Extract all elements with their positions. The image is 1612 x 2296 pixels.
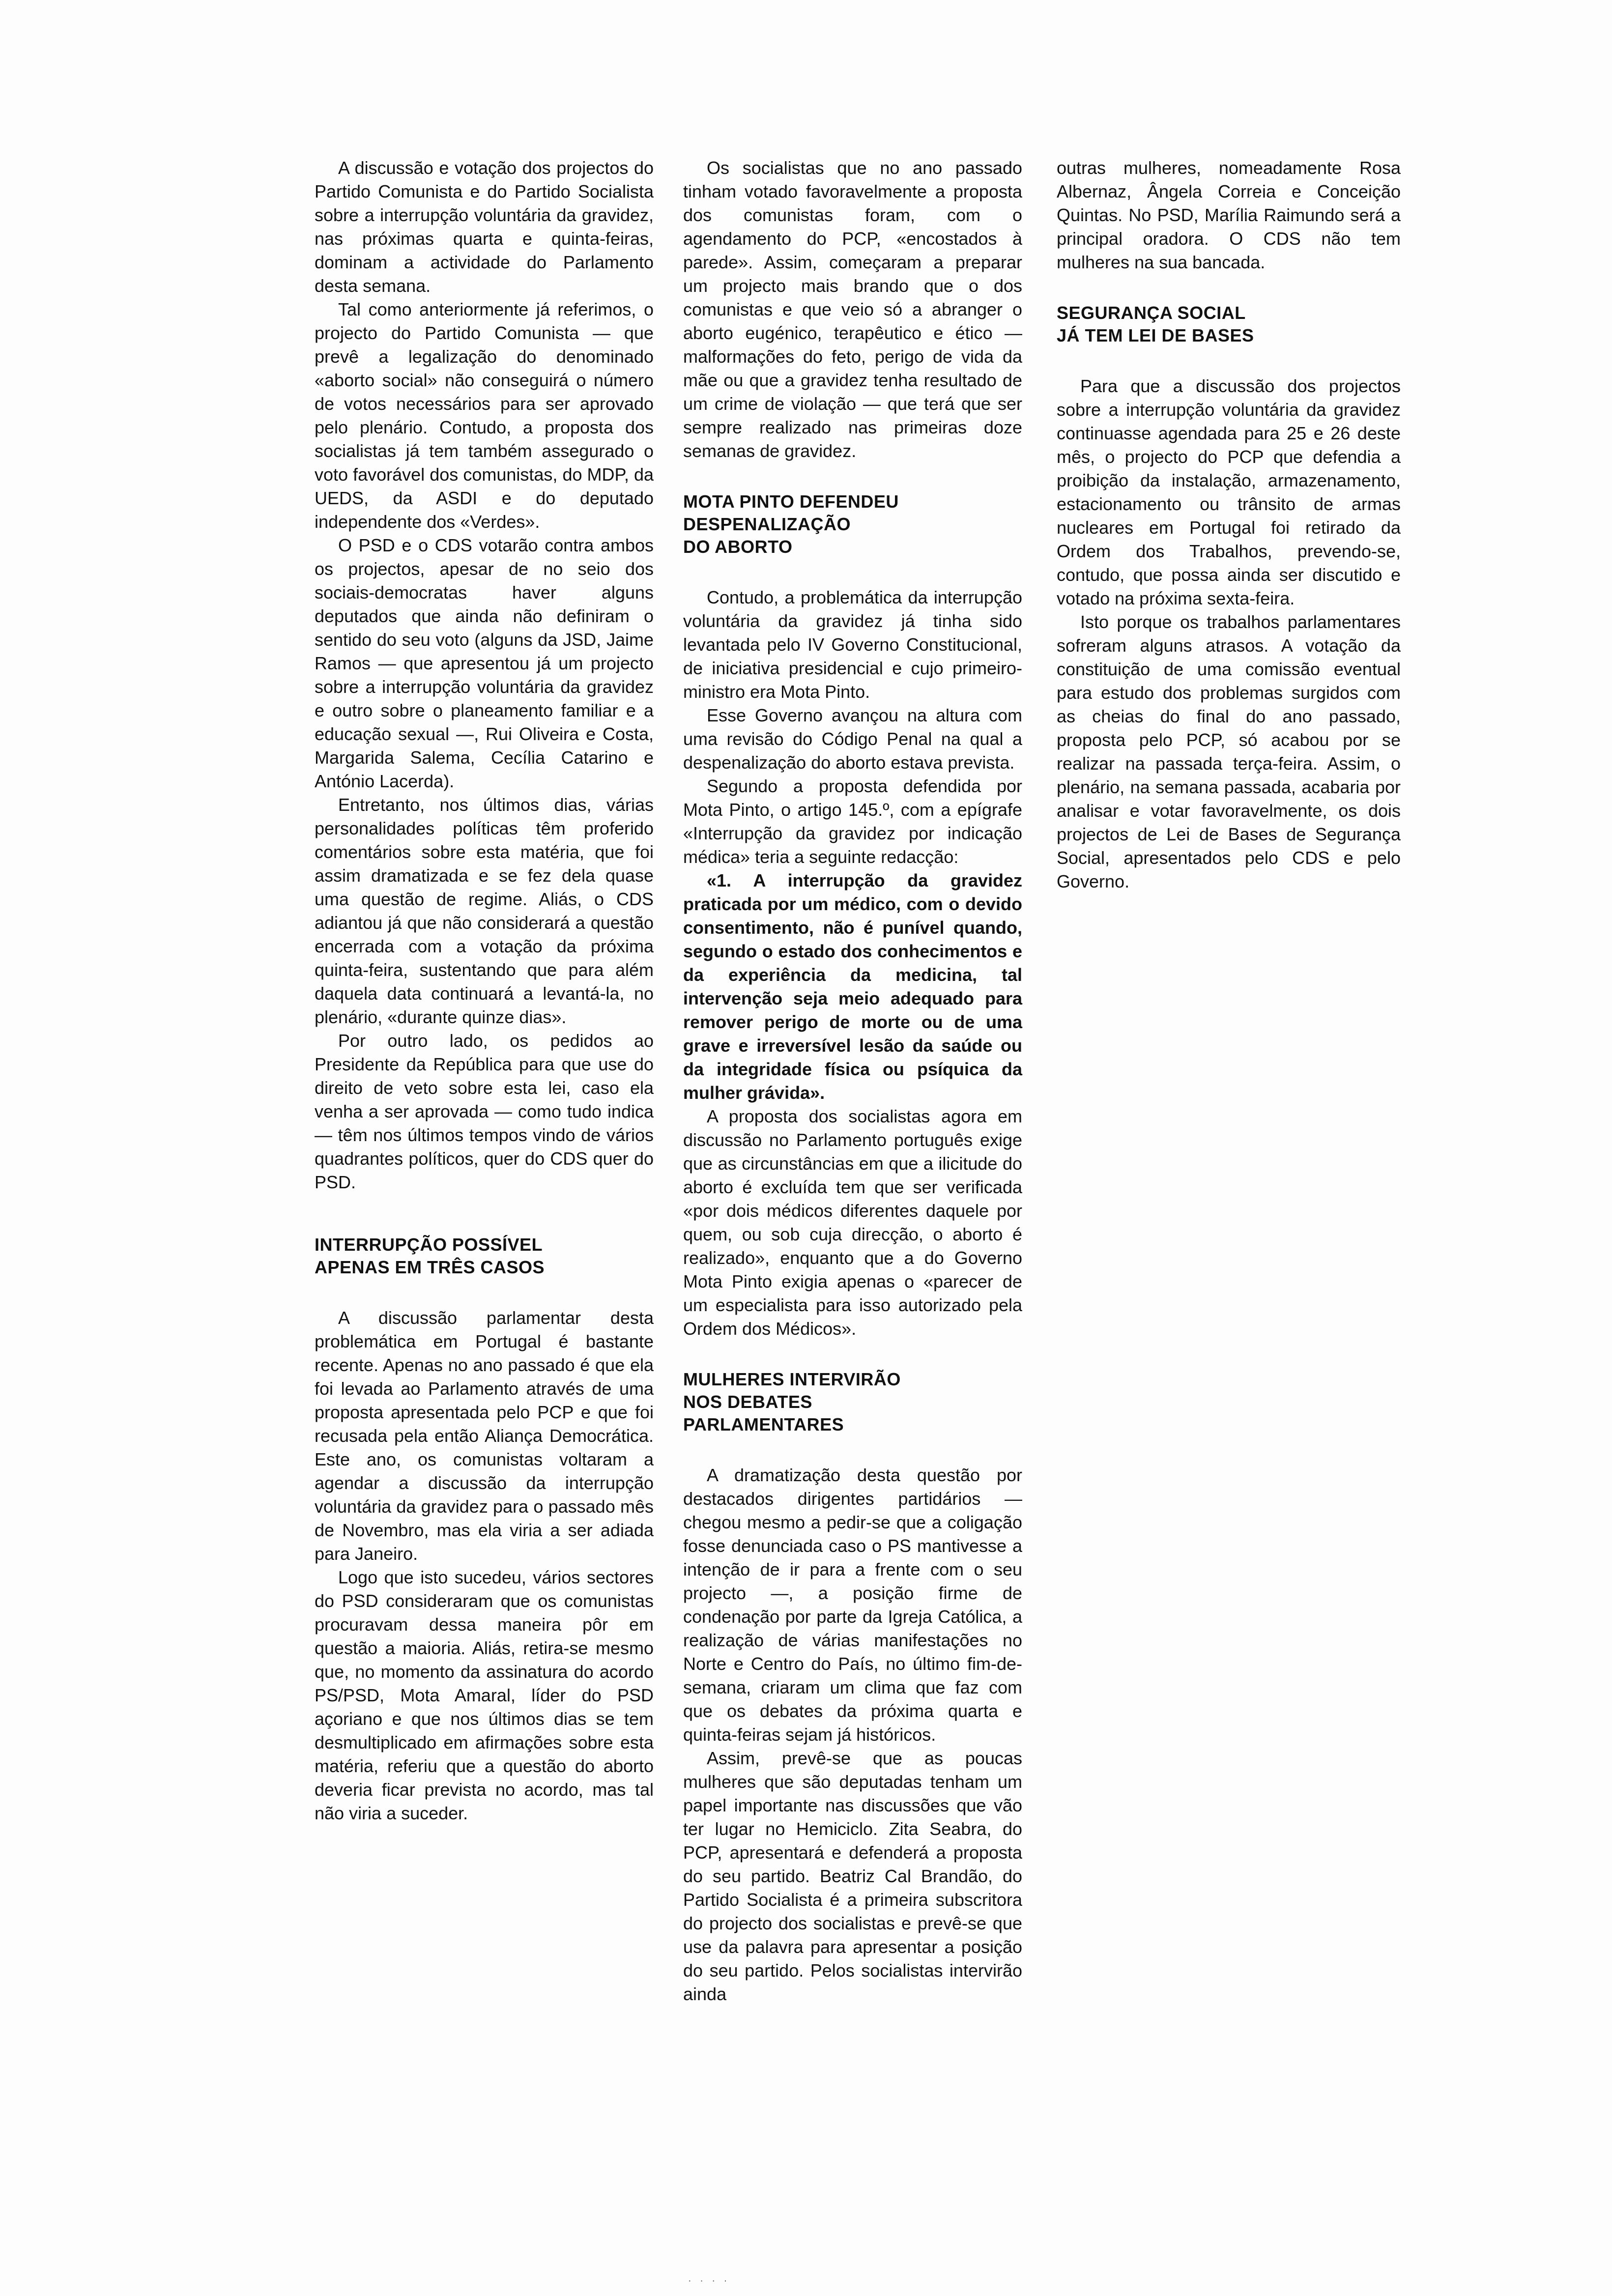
spacer xyxy=(683,558,1022,586)
heading-line: INTERRUPÇÃO POSSÍVEL xyxy=(315,1234,543,1255)
section-heading-mulheres xyxy=(683,1368,1022,1436)
paragraph: Contudo, a problemática da interrupção voluntária da gravidez já tinha sido levantada pelo IV Governo Constitucional, de iniciativa presidencial e cujo primeiro-ministro era Mota Pinto. xyxy=(683,587,1022,702)
spacer xyxy=(315,1279,654,1306)
quoted-article-text: «1. A interrupção da gravidez praticada por um médico, com o devido consentimento, não é punível quando, segundo o estado dos conhecimentos e da experiência da medicina, tal intervenção seja meio adequado para remover perigo de morte ou de uma grave e irreversível lesão da saúde ou da integridade física ou psíquica da mulher grávida». xyxy=(683,870,1022,1103)
paragraph: A dramatização desta questão por destacados dirigentes partidários — chegou mesmo a pedir-se que a coligação fosse denunciada caso o PS mantivesse a intenção de ir para a frente com o seu projecto —, a posição firme de condenação por parte da Igreja Católica, a realização de várias manifestações no Norte e Centro do País, no último fim-de-semana, criaram um clima que faz com que os debates da próxima quarta e quinta-feiras sejam já históricos. xyxy=(683,1465,1022,1745)
paragraph: Tal como anteriormente já referimos, o projecto do Partido Comunista — que prevê a legalização do denominado «aborto social» não conseguirá o número de votos necessários para ser aprovado pelo plenário. Contudo, a proposta dos socialistas já tem também assegurado o voto favorável dos comunistas, do MDP, da UEDS, da ASDI e do deputado independente dos «Verdes». xyxy=(315,299,654,532)
article-column-2 xyxy=(683,156,1022,2006)
article-column-1 xyxy=(315,156,654,1825)
paragraph: outras mulheres, nomeadamente Rosa Albernaz, Ângela Correia e Conceição Quintas. No PSD, Marília Raimundo será a principal oradora. O CDS não tem mulheres na sua bancada. xyxy=(1057,158,1401,272)
heading-line: APENAS EM TRÊS CASOS xyxy=(315,1257,545,1277)
paragraph: A proposta dos socialistas agora em discussão no Parlamento português exige que as circunstâncias em que a ilicitude do aborto é excluída tem que ser verificada «por dois médicos diferentes daquele por quem, ou sob cuja direcção, o aborto é realizado», enquanto que a do Governo Mota Pinto exigia apenas o «parecer de um especialista para isso autorizado pela Ordem dos Médicos». xyxy=(683,1106,1022,1339)
paragraph: Por outro lado, os pedidos ao Presidente da República para que use do direito de veto sobre esta lei, caso ela venha a ser aprovada — como tudo indica — têm nos últimos tempos vindo de vários quadrantes políticos, quer do CDS quer do PSD. xyxy=(315,1031,654,1192)
heading-line: DO ABORTO xyxy=(683,537,793,557)
paragraph: Isto porque os trabalhos parlamentares sofreram alguns atrasos. A votação da constituição de uma comissão eventual para estudo dos problemas surgidos com as cheias do final do ano passado, proposta pelo PCP, só acabou por se realizar na passada terça-feira. Assim, o plenário, na semana passada, acabaria por analisar e votar favoravelmente, os dois projectos de Lei de Bases de Segurança Social, apresentados pelo CDS e pelo Governo. xyxy=(1057,612,1401,891)
heading-line: MOTA PINTO DEFENDEU xyxy=(683,491,899,512)
spacer xyxy=(1057,347,1401,374)
paragraph: Assim, prevê-se que as poucas mulheres que são deputadas tenham um papel importante nas discussões que vão ter lugar no Hemiciclo. Zita Seabra, do PCP, apresentará e defenderá a proposta do seu partido. Beatriz Cal Brandão, do Partido Socialista é a primeira subscritora do projecto dos socialistas e prevê-se que use da palavra para apresentar a posição do seu partido. Pelos socialistas intervirão ainda xyxy=(683,1748,1022,2004)
paragraph: Esse Governo avançou na altura com uma revisão do Código Penal na qual a despenalização do aborto estava prevista. xyxy=(683,705,1022,773)
paragraph: Entretanto, nos últimos dias, várias personalidades políticas têm proferido comentários sobre esta matéria, que foi assim dramatizada e se fez dela quase uma questão de regime. Aliás, o CDS adiantou já que não considerará a questão encerrada com a votação da próxima quinta-feira, sustentando que para além daquela data continuará a levantá-la, no plenário, «durante quinze dias». xyxy=(315,795,654,1027)
paragraph: Logo que isto sucedeu, vários sectores do PSD consideraram que os comunistas procuravam dessa maneira pôr em questão a maioria. Aliás, retira-se mesmo que, no momento da assinatura do acordo PS/PSD, Mota Amaral, líder do PSD açoriano e que nos últimos dias se tem desmultiplicado em afirmações sobre esta matéria, referiu que a questão do aborto deveria ficar prevista no acordo, mas tal não viria a suceder. xyxy=(315,1567,654,1823)
paragraph: Os socialistas que no ano passado tinham votado favoravelmente a proposta dos comunistas foram, com o agendamento do PCP, «encostados à parede». Assim, começaram a preparar um projecto mais brando que o dos comunistas e que veio só a abranger o aborto eugénico, terapêutico e ético — malformações do feto, perigo de vida da mãe ou que a gravidez tenha resultado de um crime de violação — que terá que ser sempre realizado nas primeiras doze semanas de gravidez. xyxy=(683,158,1022,461)
spacer xyxy=(683,463,1022,490)
print-speckle: · · · · xyxy=(688,2275,730,2286)
heading-line: JÁ TEM LEI DE BASES xyxy=(1057,325,1254,345)
spacer xyxy=(315,1194,654,1234)
paragraph: A discussão parlamentar desta problemática em Portugal é bastante recente. Apenas no ano passado é que ela foi levada ao Parlamento através de uma proposta apresentada pelo PCP e que foi recusada pela então Aliança Democrática. Este ano, os comunistas voltaram a agendar a discussão da interrupção voluntária da gravidez para o passado mês de Novembro, mas ela viria a ser adiada para Janeiro. xyxy=(315,1308,654,1564)
article-column-3 xyxy=(1057,156,1401,893)
section-heading-mota-pinto xyxy=(683,490,1022,558)
section-heading-interrupcao xyxy=(315,1234,654,1279)
heading-line: MULHERES INTERVIRÃO xyxy=(683,1369,901,1389)
heading-line: SEGURANÇA SOCIAL xyxy=(1057,303,1246,323)
paragraph: A discussão e votação dos projectos do Partido Comunista e do Partido Socialista sobre a interrupção voluntária da gravidez, nas próximas quarta e quinta-feiras, dominam a actividade do Parlamento desta semana. xyxy=(315,158,654,296)
spacer xyxy=(1057,274,1401,302)
spacer xyxy=(683,1436,1022,1464)
paragraph: Para que a discussão dos projectos sobre a interrupção voluntária da gravidez continuasse agendada para 25 e 26 deste mês, o projecto do PCP que defendia a proibição da instalação, armazenamento, estacionamento ou trânsito de armas nucleares em Portugal foi retirado da Ordem dos Trabalhos, prevendo-se, contudo, que possa ainda ser discutido e votado na próxima sexta-feira. xyxy=(1057,376,1401,608)
section-heading-seguranca-social xyxy=(1057,302,1401,347)
paragraph: Segundo a proposta defendida por Mota Pinto, o artigo 145.º, com a epígrafe «Interrupção da gravidez por indicação médica» teria a seguinte redacção: xyxy=(683,776,1022,867)
spacer xyxy=(683,1341,1022,1368)
heading-line: PARLAMENTARES xyxy=(683,1414,844,1435)
heading-line: NOS DEBATES xyxy=(683,1392,812,1412)
heading-line: DESPENALIZAÇÃO xyxy=(683,514,851,534)
paragraph: O PSD e o CDS votarão contra ambos os projectos, apesar de no seio dos sociais-democratas haver alguns deputados que ainda não definiram o sentido do seu voto (alguns da JSD, Jaime Ramos — que apresentou já um projecto sobre a interrupção voluntária da gravidez e outro sobre o planeamento familiar e a educação sexual —, Rui Oliveira e Costa, Margarida Salema, Cecília Catarino e António Lacerda). xyxy=(315,535,654,791)
